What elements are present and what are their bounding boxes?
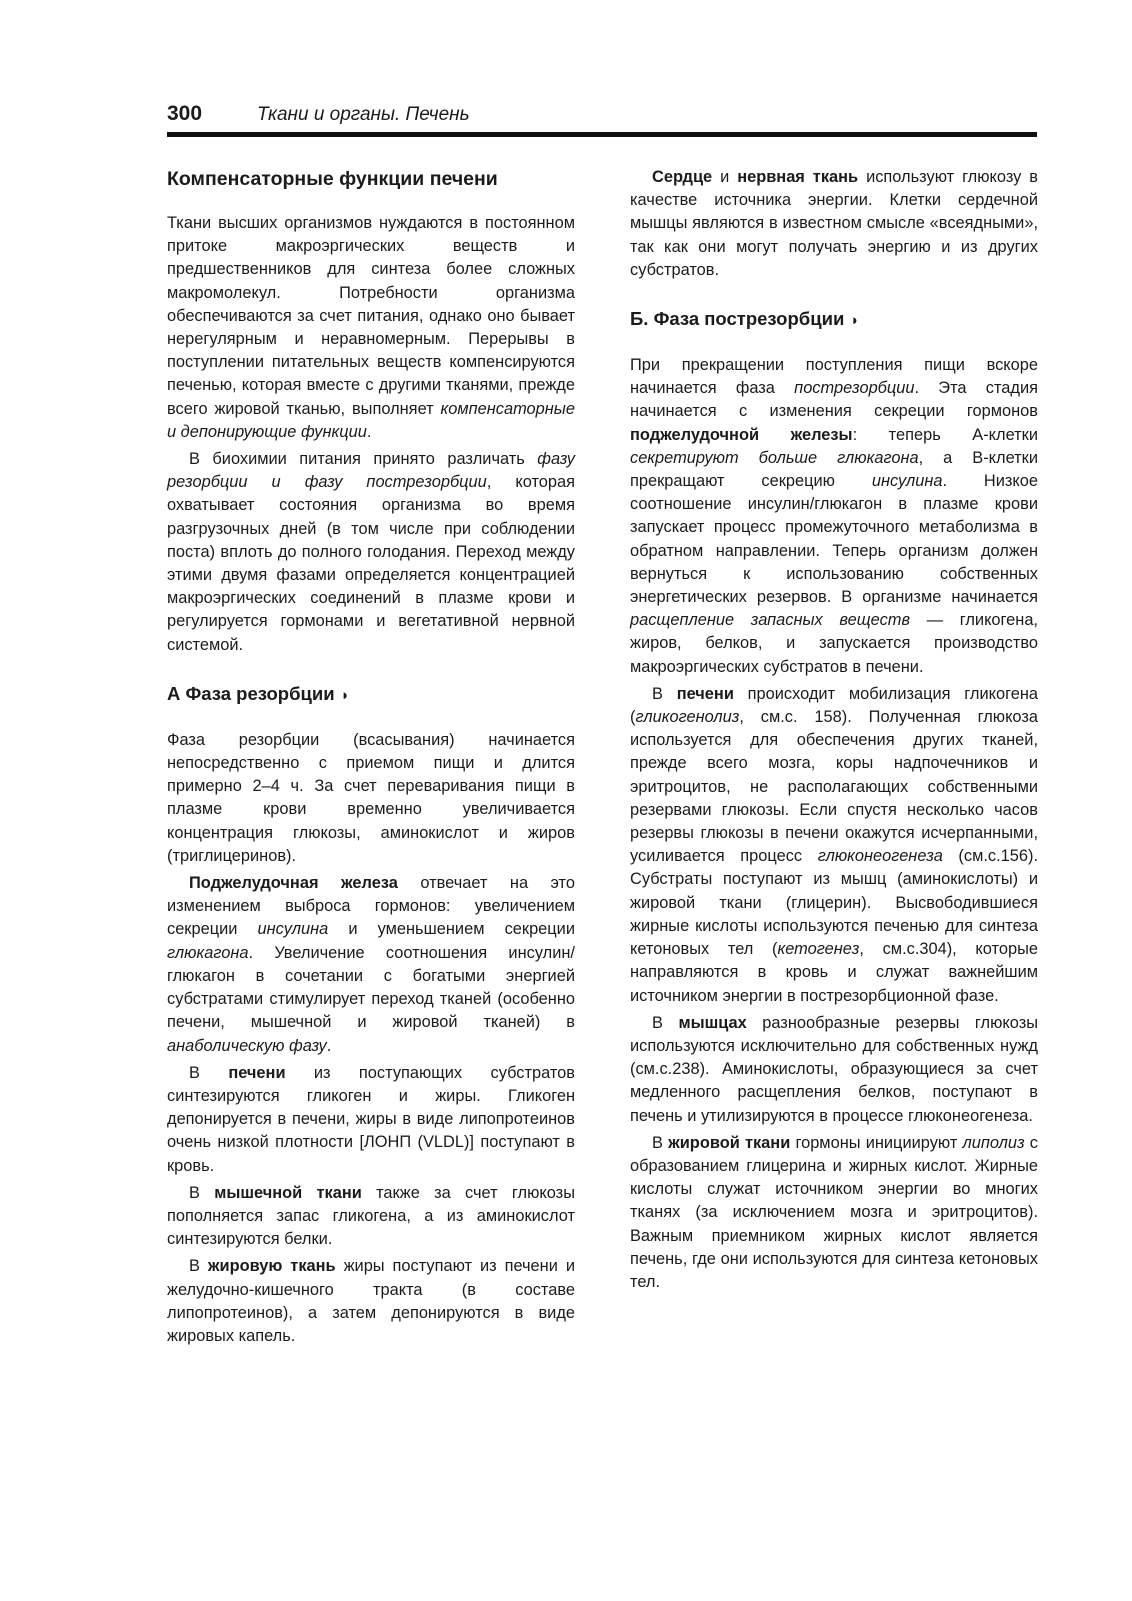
section-heading: Компенсаторные функции печени [167,168,498,190]
text-run: из поступающих субстратов синтезируются гликоген и жиры. Гликоген депонируется в печени, жиры в виде липопротеинов очень низкой плотности [ЛОНП (VLDL)] поступают в кровь. [167,1063,575,1175]
text-run: В [652,684,677,703]
bold-run: жировой ткани [668,1133,791,1152]
text-run: также за счет глюкозы пополняется запас гликогена, а из аминокислот синтезируются белки. [167,1183,575,1249]
bold-run: Поджелудочная железа [189,874,398,893]
subheading-text: Б. Фаза пострезорбции [630,308,845,330]
right-column [630,160,1038,1298]
text-run: . Увеличение соотношения инсулин/глюкагон в сочетании с богатыми энергией субстратами стимулирует переход тканей (особенно печени, мышечной и жировой тканей) в [167,943,575,1032]
page-header [167,102,1037,126]
bold-run: мышечной ткани [214,1183,362,1202]
italic-run: гликогенолиз [635,708,740,727]
text-run: В [652,1013,679,1032]
figure-marker-icon: ◗ [340,686,350,704]
paragraph-adipose-lipolysis [630,1132,1038,1294]
running-title: Ткани и органы. Печень [257,104,470,125]
paragraph-resorption: Фаза резорбции (всасывания) начинается непосредственно с приемом пищи и длится примерно 2–4 ч. За счет переваривания пищи в плазме крови временно увеличивается концентрация глюкозы, аминокислот и жиров (триглицеринов). [167,730,575,865]
paragraph-liver [167,1062,575,1178]
bold-run: нервная ткань [737,168,859,186]
paragraph-phases [167,448,575,657]
text-run: В [652,1133,669,1152]
text-run: и [712,168,738,186]
paragraph-liver-mobilization [630,683,1038,1008]
text-run: отвечает на это изменением выброса гормонов: увеличением секреции [167,874,575,939]
text-run: и уменьшением секреции [328,920,575,939]
text-run: с образованием глицерина и жирных кислот. Жирные кислоты служат источником энергии во многих тканях (за исключением мозга и эритроцитов). Важным приемником жирных кислот является печень, где они используются для синтеза кетоновых тел. [630,1133,1038,1291]
bold-run: мышцах [678,1013,747,1032]
italic-run: пострезорбции [794,379,915,398]
text-run: используют глюкозу в качестве источника энергии. Клетки сердечной мышцы являются в известном смысле «всеядными», так как они могут получать энергию и из других субстратов. [630,168,1038,279]
italic-run: инсулина [257,920,329,939]
subheading-text: А Фаза резорбции [167,682,335,704]
italic-run: глюкагона [167,943,249,962]
italic-run: кетогенез [777,940,860,959]
paragraph-intro [167,212,575,444]
text-run: разнообразные резервы глюкозы используются исключительно для собственных нужд (см.с.238). Аминокислоты, образующиеся за счет медленного расщепления белков, поступают в печень и утилизируются в процессе глюконеогенеза. [630,1013,1038,1125]
bold-run: печени [228,1063,286,1082]
text-run: , см.с.304), которые направляются в кровь и служат важнейшим источником энергии в пострезорбционной фазе. [630,940,1038,1005]
italic-run: глюконеогенеза [817,847,943,866]
bold-run: жировую ткань [207,1257,336,1276]
text-run: . Эта стадия начинается с изменения секреции гормонов [630,379,1038,421]
text-run: происходит мобилизация гликогена ( [630,684,1038,727]
page-number: 300 [167,102,203,125]
italic-run: секретируют больше глюкагона [630,448,919,467]
text-run: : теперь А-клетки [852,425,1038,444]
paragraph-adipose [167,1255,575,1348]
text-run: , см.с. 158). Полученная глюкоза используется для обеспечения других тканей, прежде всего мозга, коры надпочечников и эритроцитов, не располагающих собственными резервами глюкозы. Если спустя несколько часов резервы глюкозы в печени окажутся исчерпанными, усиливается процесс [630,708,1038,866]
bold-run: Сердце [652,168,713,186]
left-column [167,160,575,1352]
text-run: — гликогена, жиров, белков, и запускается производство макроэргических субстратов в печени. [630,611,1038,676]
text-run: . [326,1036,332,1055]
text-run: При прекращении поступления пищи вскоре начинается фаза [630,356,1038,398]
paragraph-muscle [167,1182,575,1252]
bold-run: поджелудочной железы [630,425,853,444]
text-run: . Низкое соотношение инсулин/глюкагон в плазме крови запускает процесс промежуточного метаболизма в обратном направлении. Теперь организм должен вернуться к использованию собственных энергетических резервов. В организме начинается [630,472,1038,607]
italic-run: анаболическую фазу [167,1036,327,1055]
subheading-postresorption [630,306,1038,334]
subheading-resorption [167,681,575,709]
italic-run: компенсаторные и депонирующие функции [167,399,575,441]
italic-run: фазу резорбции и фазу пострезорбции [167,450,575,492]
paragraph-heart [630,166,1038,282]
text-run: В [189,1063,229,1082]
italic-run: инсулина [871,472,943,491]
text-run: В [189,1257,208,1276]
text-run: В [189,1183,215,1202]
paragraph-postresorption [630,354,1038,679]
text-run: жиры поступают из печени и желудочно-кишечного тракта (в составе липопротеинов), а затем депонируются в виде жировых капель. [167,1257,575,1345]
text-run: , а В-клетки прекращают секрецию [630,448,1038,491]
bold-run: печени [676,684,734,703]
text-run: Ткани высших организмов нуждаются в постоянном притоке макроэргических веществ и предшественников для синтеза более сложных макромолекул. Потребности организма обеспечиваются за счет питания, однако оно бывает нерегулярным и неравномерным. Перерывы в поступлении питательных веществ компенсируются печенью, которая вместе с другими тканями, прежде всего жировой тканью, выполняет [167,214,575,418]
paragraph-muscles [630,1012,1038,1128]
italic-run: липолиз [962,1133,1025,1152]
text-run: гормоны инициируют [790,1133,963,1152]
figure-marker-icon: ◗ [850,312,860,330]
text-run: , которая охватывает состояния организма во время разгрузочных дней (в том числе при соблюдении поста) вплоть до полного голодания. Переход между этими двумя фазами определяется концентрацией макроэргических соединений в плазме крови и регулируется гормонами и вегетативной нервной системой. [167,473,575,654]
paragraph-pancreas [167,872,575,1058]
text-run: . [366,422,372,441]
header-rule [167,132,1037,137]
text-run: (см.с.156). Субстраты поступают из мышц (аминокислоты) и жировой ткани (глицерин). Высвободившиеся жирные кислоты используются печенью для синтеза кетоновых тел ( [630,847,1038,959]
text-run: В биохимии питания принято различать [189,450,538,469]
italic-run: расщепление запасных веществ [630,611,911,630]
